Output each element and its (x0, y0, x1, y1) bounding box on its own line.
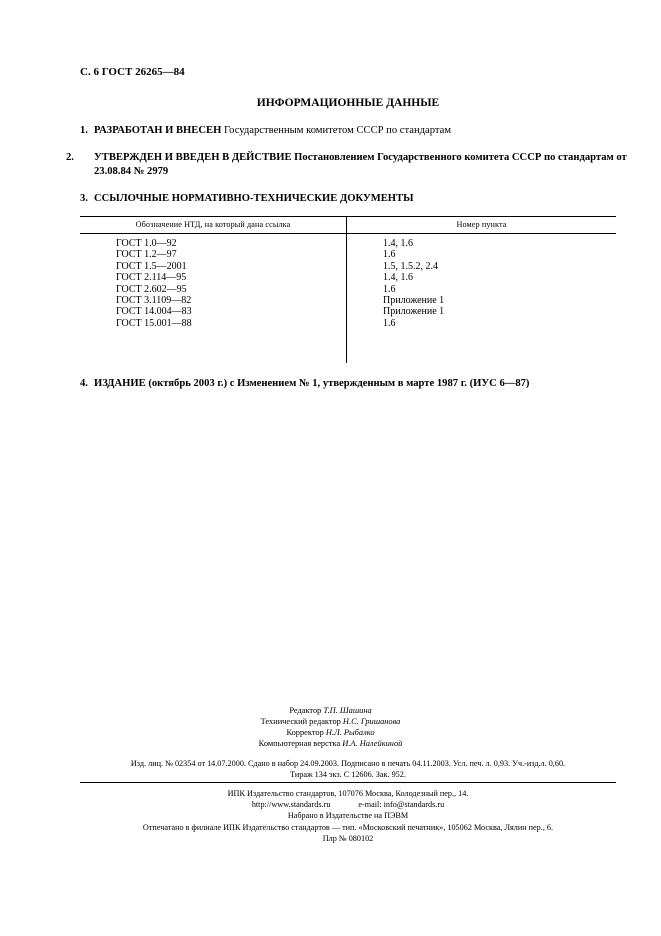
credit-person: Н.С. Гришанова (342, 717, 401, 726)
license-number: Плр № 080102 (322, 833, 374, 843)
doc-designation: ГОСТ 15.001—88 (116, 317, 192, 329)
column-header-document: Обозначение НТД, на который дана ссылка (135, 220, 291, 229)
point-number: 1.4, 1.6 (383, 238, 413, 249)
credits-block (0, 705, 661, 749)
table-row (80, 272, 616, 283)
point-number: 1.5, 1.5.2, 2.4 (383, 260, 438, 272)
references-table (80, 216, 616, 364)
table-row (80, 261, 616, 272)
table-body (80, 238, 616, 329)
info-item-2 (66, 151, 634, 179)
item-number: 2. (66, 152, 74, 163)
publisher-email: e-mail: info@standards.ru (358, 800, 445, 810)
credit-person: Т.П. Шашина (323, 706, 372, 715)
credit-editor (0, 705, 661, 716)
doc-designation: ГОСТ 2.114—95 (116, 272, 187, 284)
credit-person: И.А. Налейкиной (342, 739, 403, 748)
info-item-3 (80, 192, 620, 206)
imprint-divider (80, 782, 616, 783)
table-row (80, 318, 616, 329)
doc-designation: ГОСТ 2.602—95 (116, 283, 187, 295)
publisher-contacts (80, 799, 616, 810)
column-header-point: Номер пункта (456, 220, 507, 229)
table-row (80, 306, 616, 317)
info-item-4 (80, 377, 620, 391)
imprint-line-2: Тираж 134 экз. С 12606. Зак. 952. (290, 770, 406, 779)
item-heading: РАЗРАБОТАН И ВНЕСЕН (94, 125, 222, 136)
credit-layout (0, 738, 661, 749)
table-top-rule (80, 216, 616, 217)
item-number: 4. (80, 378, 88, 389)
item-heading: УТВЕРЖДЕН И ВВЕДЕН В ДЕЙСТВИЕ (94, 152, 292, 163)
imprint-line-1: Изд. лиц. № 02354 от 14.07.2000. Сдано в набор 24.09.2003. Подписано в печать 04.11.2003. Усл. печ. л. 0,93. Уч.-изд.л. 0,60. (130, 759, 566, 768)
doc-designation: ГОСТ 14.004—83 (116, 306, 192, 318)
imprint-block (80, 758, 616, 780)
publisher-block (80, 788, 616, 844)
credit-role: Компьютерная верстка (258, 739, 341, 748)
doc-designation: ГОСТ 3.1109—82 (116, 294, 192, 306)
item-heading: ССЫЛОЧНЫЕ НОРМАТИВНО-ТЕХНИЧЕСКИЕ ДОКУМЕНТЫ (94, 193, 414, 204)
publisher-address: ИПК Издательство стандартов, 107076 Москва, Колодезный пер., 14. (227, 789, 469, 798)
table-row (80, 284, 616, 295)
credit-corrector (0, 727, 661, 738)
point-number: Приложение 1 (383, 306, 445, 318)
point-number: 1.6 (383, 317, 396, 329)
credit-tech-editor (0, 716, 661, 727)
publisher-website: http://www.standards.ru (251, 800, 331, 810)
doc-designation: ГОСТ 1.0—92 (116, 238, 177, 249)
item-number: 3. (80, 193, 88, 204)
table-row (80, 295, 616, 306)
page-header: С. 6 ГОСТ 26265—84 (80, 66, 185, 78)
info-item-1 (80, 124, 620, 138)
table-row (80, 249, 616, 260)
table-header-rule (80, 233, 616, 234)
table-row (80, 238, 616, 249)
point-number: 1.4, 1.6 (383, 272, 413, 284)
section-title: ИНФОРМАЦИОННЫЕ ДАННЫЕ (256, 97, 440, 109)
item-number: 1. (80, 125, 88, 136)
credit-role: Корректор (286, 728, 324, 737)
printed-note: Отпечатано в филиале ИПК Издательство стандартов — тип. «Московский печатник», 105062 Москва, Лялин пер., 6. (142, 822, 554, 832)
point-number: Приложение 1 (383, 294, 445, 306)
point-number: 1.6 (383, 249, 396, 261)
credit-person: Н.Л. Рыбалко (325, 728, 375, 737)
doc-designation: ГОСТ 1.5—2001 (116, 260, 187, 272)
credit-role: Технический редактор (260, 717, 341, 726)
credit-role: Редактор (289, 706, 322, 715)
point-number: 1.6 (383, 283, 396, 295)
item-text: Государственным комитетом СССР по стандартам (221, 125, 452, 136)
item-text: Постановлением Государственного комитета СССР по стандартам от 23.08.84 № 2979 (94, 152, 627, 177)
doc-designation: ГОСТ 1.2—97 (116, 249, 177, 261)
item-heading: ИЗДАНИЕ (октябрь 2003 г.) с Изменением № 1, утвержденным в марте 1987 г. (ИУС 6—87) (94, 378, 530, 389)
typeset-note: Набрано в Издательстве на ПЭВМ (287, 811, 409, 821)
